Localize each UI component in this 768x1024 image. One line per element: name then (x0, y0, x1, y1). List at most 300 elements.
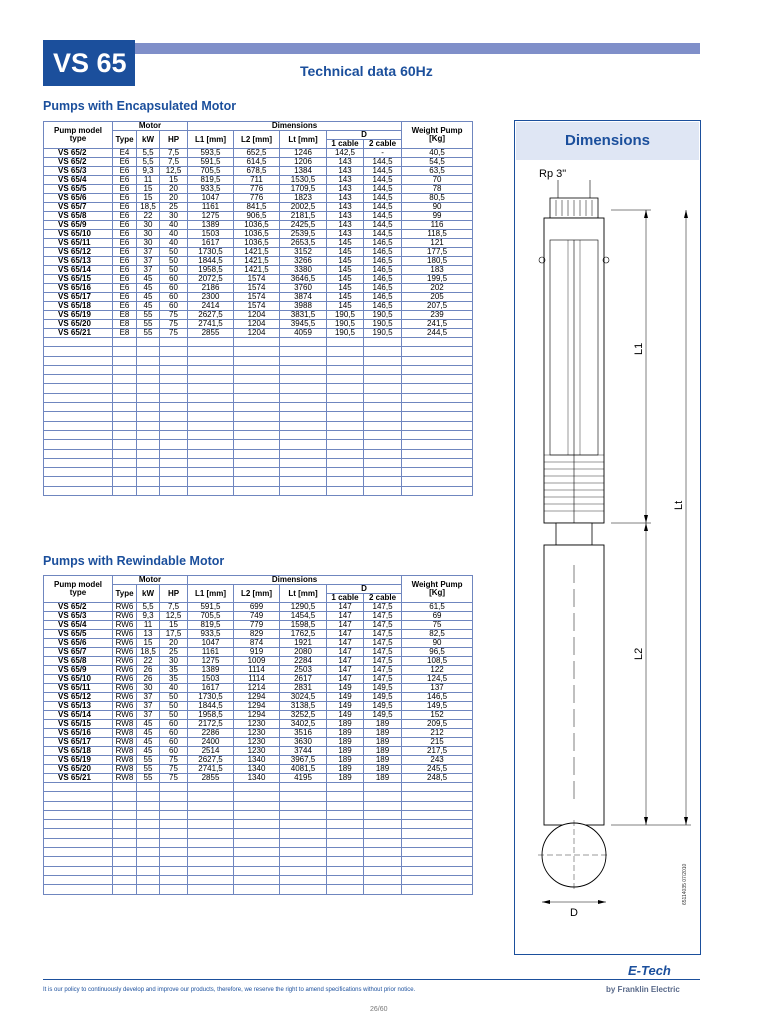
header-hp: HP (160, 585, 188, 603)
table-row (44, 621, 473, 630)
table-cell: 144,5 (364, 230, 402, 239)
table-cell: 705,5 (188, 612, 234, 621)
footer-divider (43, 979, 700, 980)
empty-cell (113, 792, 137, 801)
empty-cell (234, 403, 280, 412)
table-cell: 933,5 (188, 185, 234, 194)
empty-cell (188, 421, 234, 430)
table-cell: 245,5 (402, 765, 473, 774)
l1-label: L1 (633, 342, 645, 355)
table-cell: 189 (327, 774, 364, 783)
table-cell: 37 (137, 257, 160, 266)
table-cell: VS 65/11 (44, 239, 113, 248)
empty-cell (113, 838, 137, 847)
header-weight: Weight Pump [Kg] (402, 576, 473, 603)
table-row (44, 329, 473, 338)
empty-cell (364, 486, 402, 495)
empty-cell (402, 421, 473, 430)
header-kw: kW (137, 585, 160, 603)
header-d: D (327, 585, 402, 594)
table-cell: 55 (137, 765, 160, 774)
empty-cell (188, 449, 234, 458)
table-cell: 149,5 (364, 711, 402, 720)
empty-cell (364, 449, 402, 458)
table-cell: 1454,5 (280, 612, 327, 621)
empty-cell (364, 421, 402, 430)
table-cell: 1574 (234, 284, 280, 293)
table-cell: 30 (160, 212, 188, 221)
table-cell: 1598,5 (280, 621, 327, 630)
table-cell: 4059 (280, 329, 327, 338)
empty-cell (113, 403, 137, 412)
empty-row (44, 857, 473, 866)
header-motor: Motor (113, 576, 188, 585)
table-cell: 190,5 (327, 311, 364, 320)
empty-cell (188, 347, 234, 356)
empty-cell (137, 792, 160, 801)
empty-cell (137, 356, 160, 365)
table-cell: E6 (113, 284, 137, 293)
empty-row (44, 347, 473, 356)
empty-cell (280, 792, 327, 801)
empty-cell (280, 384, 327, 393)
table-cell: 18,5 (137, 648, 160, 657)
empty-cell (402, 338, 473, 347)
table-cell: 2627,5 (188, 756, 234, 765)
empty-cell (44, 875, 113, 884)
table-cell: 147 (327, 612, 364, 621)
table-cell: 2425,5 (280, 221, 327, 230)
empty-cell (188, 403, 234, 412)
table-cell: 1204 (234, 320, 280, 329)
empty-cell (402, 403, 473, 412)
empty-cell (160, 848, 188, 857)
empty-cell (137, 430, 160, 439)
table-cell: 50 (160, 702, 188, 711)
table-cell: 3516 (280, 729, 327, 738)
table-row (44, 239, 473, 248)
table-cell: 108,5 (402, 657, 473, 666)
table-cell: 829 (234, 630, 280, 639)
empty-cell (234, 393, 280, 402)
table-cell: VS 65/16 (44, 729, 113, 738)
empty-cell (327, 838, 364, 847)
empty-cell (234, 820, 280, 829)
table-cell: E6 (113, 302, 137, 311)
empty-cell (160, 468, 188, 477)
table-cell: 149 (327, 684, 364, 693)
table-cell: 60 (160, 720, 188, 729)
table-cell: 55 (137, 756, 160, 765)
table-cell: 5,5 (137, 603, 160, 612)
empty-cell (327, 829, 364, 838)
empty-cell (234, 375, 280, 384)
table-cell: 147,5 (364, 648, 402, 657)
table-row (44, 630, 473, 639)
table-cell: 75 (160, 756, 188, 765)
table-row (44, 675, 473, 684)
table-cell: E6 (113, 257, 137, 266)
table-cell: 149 (327, 711, 364, 720)
empty-cell (234, 866, 280, 875)
table-cell: 50 (160, 257, 188, 266)
table-cell: 20 (160, 639, 188, 648)
table-cell: 183 (402, 266, 473, 275)
empty-cell (188, 365, 234, 374)
table-cell: 145 (327, 257, 364, 266)
empty-cell (402, 848, 473, 857)
empty-cell (402, 838, 473, 847)
table-cell: 1036,5 (234, 221, 280, 230)
empty-cell (234, 783, 280, 792)
table-cell: 143 (327, 176, 364, 185)
empty-cell (44, 412, 113, 421)
empty-cell (113, 468, 137, 477)
header-type: Type (113, 131, 137, 149)
table-cell: 2172,5 (188, 720, 234, 729)
table-cell: 147,5 (364, 657, 402, 666)
empty-cell (160, 838, 188, 847)
table-cell: 146,5 (364, 248, 402, 257)
empty-cell (188, 338, 234, 347)
empty-cell (364, 810, 402, 819)
table-cell: 75 (402, 621, 473, 630)
table-cell: 147,5 (364, 639, 402, 648)
empty-cell (234, 347, 280, 356)
table-cell: VS 65/15 (44, 720, 113, 729)
table-row (44, 320, 473, 329)
table-cell: 15 (137, 639, 160, 648)
table-cell: 4195 (280, 774, 327, 783)
empty-cell (137, 468, 160, 477)
table-cell: 776 (234, 185, 280, 194)
empty-cell (402, 477, 473, 486)
empty-cell (188, 848, 234, 857)
table-cell: 1206 (280, 158, 327, 167)
table-cell: VS 65/7 (44, 203, 113, 212)
table-cell: 1421,5 (234, 248, 280, 257)
empty-row (44, 412, 473, 421)
table-cell: 189 (364, 774, 402, 783)
table-cell: E6 (113, 221, 137, 230)
empty-row (44, 792, 473, 801)
table-cell: 2400 (188, 738, 234, 747)
empty-cell (234, 421, 280, 430)
table-cell: 147,5 (364, 621, 402, 630)
empty-cell (234, 486, 280, 495)
empty-cell (280, 486, 327, 495)
table-cell: VS 65/2 (44, 149, 113, 158)
table-cell: VS 65/13 (44, 702, 113, 711)
table-cell: VS 65/14 (44, 711, 113, 720)
table-cell: RW6 (113, 630, 137, 639)
table-row (44, 293, 473, 302)
rewindable-motor-table (43, 575, 473, 895)
empty-cell (280, 477, 327, 486)
table-cell: 149 (327, 693, 364, 702)
empty-row (44, 885, 473, 894)
empty-cell (364, 468, 402, 477)
table-cell: 124,5 (402, 675, 473, 684)
table-cell: 60 (160, 729, 188, 738)
empty-cell (327, 356, 364, 365)
empty-cell (160, 347, 188, 356)
empty-cell (188, 430, 234, 439)
table-cell: 2284 (280, 657, 327, 666)
table-cell: 3402,5 (280, 720, 327, 729)
table-cell: 75 (160, 774, 188, 783)
empty-cell (44, 783, 113, 792)
table-cell: 26 (137, 675, 160, 684)
table-cell: 591,5 (188, 603, 234, 612)
table-cell: 61,5 (402, 603, 473, 612)
table-cell: 9,3 (137, 612, 160, 621)
table-cell: 1275 (188, 657, 234, 666)
empty-cell (234, 477, 280, 486)
empty-cell (364, 829, 402, 838)
table-cell: 40 (160, 230, 188, 239)
table-cell: 2186 (188, 284, 234, 293)
table-cell: 3380 (280, 266, 327, 275)
table-cell: 30 (137, 239, 160, 248)
empty-cell (113, 875, 137, 884)
table-row (44, 176, 473, 185)
empty-row (44, 820, 473, 829)
empty-cell (234, 838, 280, 847)
table-cell: 1340 (234, 765, 280, 774)
table-cell: VS 65/14 (44, 266, 113, 275)
table-cell: 22 (137, 657, 160, 666)
table-cell: 12,5 (160, 612, 188, 621)
empty-cell (137, 848, 160, 857)
empty-cell (160, 421, 188, 430)
empty-row (44, 875, 473, 884)
table-cell: 243 (402, 756, 473, 765)
empty-cell (280, 829, 327, 838)
empty-cell (280, 458, 327, 467)
table-cell: 3630 (280, 738, 327, 747)
empty-cell (44, 801, 113, 810)
table-cell: 779 (234, 621, 280, 630)
table-cell: VS 65/17 (44, 293, 113, 302)
table-cell: E8 (113, 320, 137, 329)
empty-cell (188, 468, 234, 477)
empty-row (44, 403, 473, 412)
table-cell: 147 (327, 675, 364, 684)
table-cell: 217,5 (402, 747, 473, 756)
table-cell: 149,5 (364, 684, 402, 693)
table-cell: VS 65/8 (44, 657, 113, 666)
table-cell: 1230 (234, 720, 280, 729)
empty-cell (160, 393, 188, 402)
table-cell: 699 (234, 603, 280, 612)
table-cell: 190,5 (327, 320, 364, 329)
table-cell: 1844,5 (188, 702, 234, 711)
table-cell: 75 (160, 765, 188, 774)
table-row (44, 212, 473, 221)
table-cell: 1047 (188, 639, 234, 648)
table-cell: 37 (137, 702, 160, 711)
table-cell: 147 (327, 630, 364, 639)
table-cell: VS 65/18 (44, 302, 113, 311)
table-cell: 189 (364, 756, 402, 765)
empty-row (44, 866, 473, 875)
table-row (44, 185, 473, 194)
table-cell: 5,5 (137, 149, 160, 158)
table-cell: RW6 (113, 684, 137, 693)
table-row (44, 603, 473, 612)
empty-cell (44, 486, 113, 495)
table-cell: 2831 (280, 684, 327, 693)
table-row (44, 266, 473, 275)
table-cell: 841,5 (234, 203, 280, 212)
footer-policy-text: It is our policy to continuously develop and improve our products, therefore, we reserve the right to amend specifications without prior notice. (43, 987, 416, 993)
empty-cell (327, 477, 364, 486)
empty-cell (234, 848, 280, 857)
empty-cell (327, 403, 364, 412)
empty-cell (113, 384, 137, 393)
empty-cell (234, 875, 280, 884)
table-cell: 37 (137, 693, 160, 702)
empty-cell (280, 393, 327, 402)
empty-cell (402, 449, 473, 458)
table-cell: 147 (327, 621, 364, 630)
table-cell: 2653,5 (280, 239, 327, 248)
table-cell: 60 (160, 738, 188, 747)
table-row (44, 284, 473, 293)
empty-cell (137, 384, 160, 393)
empty-cell (402, 885, 473, 894)
table-cell: 2514 (188, 747, 234, 756)
empty-cell (113, 857, 137, 866)
empty-cell (137, 449, 160, 458)
table-cell: 30 (137, 684, 160, 693)
table-cell: 1574 (234, 293, 280, 302)
table-cell: 1421,5 (234, 257, 280, 266)
table-cell: E6 (113, 176, 137, 185)
empty-cell (234, 468, 280, 477)
table-cell: VS 65/10 (44, 675, 113, 684)
table-cell: 30 (160, 657, 188, 666)
table-cell: 180,5 (402, 257, 473, 266)
table-cell: 15 (137, 194, 160, 203)
table-row (44, 149, 473, 158)
empty-cell (327, 486, 364, 495)
header-l2: L2 [mm] (234, 131, 280, 149)
table-cell: 144,5 (364, 185, 402, 194)
table-row (44, 311, 473, 320)
document-code: 65114035 07/2010 (682, 863, 688, 905)
empty-cell (402, 468, 473, 477)
empty-cell (44, 421, 113, 430)
header-dimensions: Dimensions (188, 122, 402, 131)
empty-cell (137, 421, 160, 430)
empty-cell (44, 403, 113, 412)
table-cell: 189 (364, 765, 402, 774)
table-cell: 13 (137, 630, 160, 639)
table-cell: 1958,5 (188, 711, 234, 720)
table-row (44, 738, 473, 747)
table-cell: 2627,5 (188, 311, 234, 320)
table-cell: 1503 (188, 230, 234, 239)
table-cell: 11 (137, 176, 160, 185)
table-cell: 45 (137, 729, 160, 738)
table-cell: 5,5 (137, 158, 160, 167)
table-cell: 3988 (280, 302, 327, 311)
table-cell: 122 (402, 666, 473, 675)
empty-cell (364, 356, 402, 365)
table-cell: 55 (137, 774, 160, 783)
empty-cell (327, 412, 364, 421)
table-cell: 189 (364, 747, 402, 756)
empty-cell (44, 848, 113, 857)
empty-cell (137, 801, 160, 810)
empty-cell (44, 384, 113, 393)
table-cell: 749 (234, 612, 280, 621)
empty-cell (402, 365, 473, 374)
table-cell: 55 (137, 320, 160, 329)
table-row (44, 302, 473, 311)
table-cell: 50 (160, 248, 188, 257)
table-cell: 146,5 (364, 257, 402, 266)
header-2-cable: 2 cable (364, 140, 402, 149)
table-cell: 1617 (188, 239, 234, 248)
table-row (44, 693, 473, 702)
table-cell: 1294 (234, 711, 280, 720)
table-cell: 1246 (280, 149, 327, 158)
empty-cell (364, 403, 402, 412)
table-row (44, 747, 473, 756)
table-cell: 2286 (188, 729, 234, 738)
empty-cell (160, 375, 188, 384)
empty-cell (113, 885, 137, 894)
table-cell: 3266 (280, 257, 327, 266)
empty-cell (188, 477, 234, 486)
empty-cell (234, 801, 280, 810)
table-row (44, 774, 473, 783)
table-cell: 1503 (188, 675, 234, 684)
empty-cell (364, 801, 402, 810)
table-cell: VS 65/5 (44, 630, 113, 639)
table-cell: RW8 (113, 774, 137, 783)
table-cell: 1921 (280, 639, 327, 648)
empty-row (44, 365, 473, 374)
empty-cell (327, 792, 364, 801)
table-cell: 143 (327, 185, 364, 194)
header-dimensions: Dimensions (188, 576, 402, 585)
table-cell: VS 65/12 (44, 693, 113, 702)
table-cell: 149,5 (364, 702, 402, 711)
table-cell: 147,5 (364, 603, 402, 612)
table-cell: 144,5 (364, 158, 402, 167)
header-weight: Weight Pump [Kg] (402, 122, 473, 149)
page-title: Technical data 60Hz (300, 63, 433, 79)
empty-cell (137, 783, 160, 792)
table-cell: 207,5 (402, 302, 473, 311)
empty-cell (113, 430, 137, 439)
table-cell: 874 (234, 639, 280, 648)
table-cell: 37 (137, 711, 160, 720)
empty-cell (113, 458, 137, 467)
table-row (44, 684, 473, 693)
empty-cell (160, 449, 188, 458)
table-cell: VS 65/2 (44, 158, 113, 167)
table-cell: 241,5 (402, 320, 473, 329)
page-number: 26/60 (370, 1006, 388, 1013)
table-cell: 1340 (234, 774, 280, 783)
empty-cell (327, 468, 364, 477)
table-cell: 1384 (280, 167, 327, 176)
